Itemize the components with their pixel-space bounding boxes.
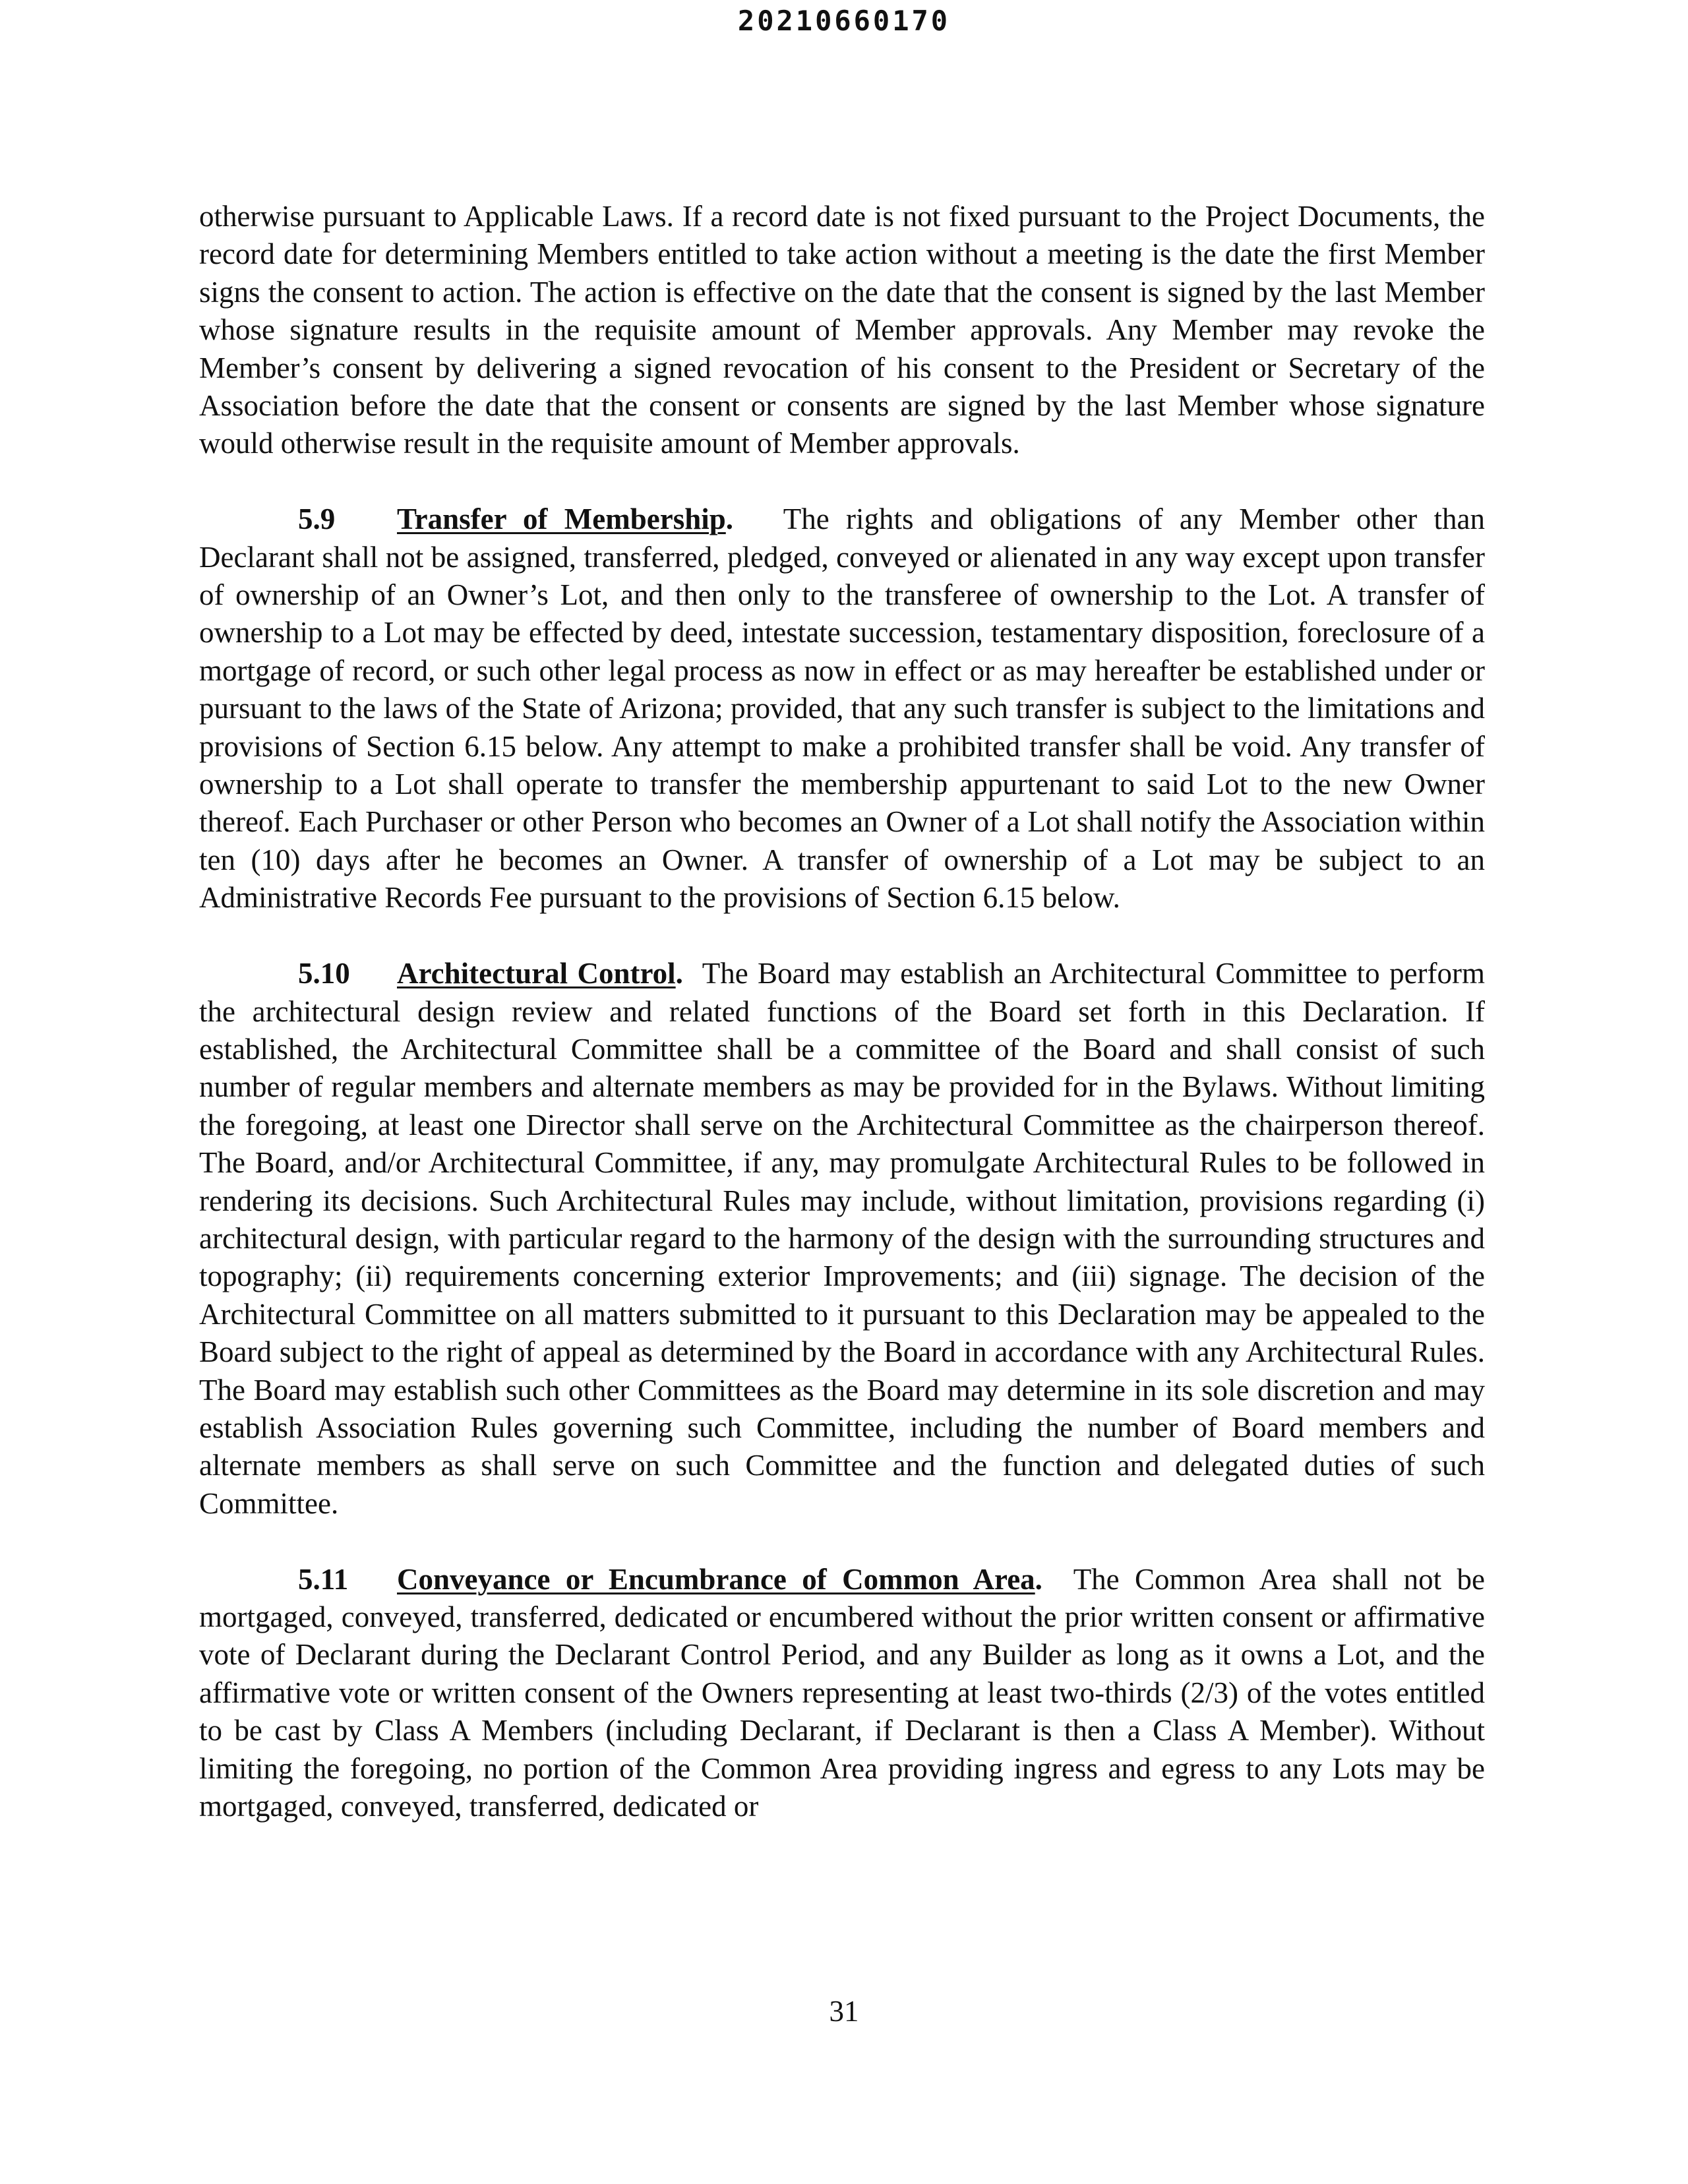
document-body bbox=[199, 198, 1485, 1825]
section-number: 5.11 bbox=[298, 1562, 349, 1596]
section-title-period: . bbox=[725, 502, 734, 536]
section-title: Transfer of Membership bbox=[397, 502, 726, 536]
section-5-9 bbox=[199, 501, 1485, 917]
section-title-period: . bbox=[1035, 1562, 1042, 1596]
section-text: The rights and obligations of any Member other than Declarant shall not be assigned, transferred, pledged, conveyed or alienated in any way except upon transfer of ownership of an Owner’s Lot, and then only to the transferee of ownership to the Lot. A transfer of ownership to a Lot may be effected by deed, intestate succession, testamentary disposition, foreclosure of a mortgage of record, or such other legal process as now in effect or as may hereafter be established under or pursuant to the laws of the State of Arizona; provided, that any such transfer is subject to the limitations and provisions of Section 6.15 below. Any attempt to make a prohibited transfer shall be void. Any transfer of ownership to a Lot shall operate to transfer the membership appurtenant to said Lot to the new Owner thereof. Each Purchaser or other Person who becomes an Owner of a Lot shall notify the Association within ten (10) days after he becomes an Owner. A transfer of ownership of a Lot may be subject to an Administrative Records Fee pursuant to the provisions of Section 6.15 below. bbox=[199, 502, 1486, 915]
section-5-11 bbox=[199, 1561, 1485, 1826]
section-title: Architectural Control bbox=[397, 957, 676, 990]
section-text: The Board may establish an Architectural Committee to perform the architectural design review and related functions of the Board set forth in this Declaration. If established, the Architectural Committee shall be a committee of the Board and shall consist of such number of regular members and alternate members as may be provided for in the Bylaws. Without limiting the foregoing, at least one Director shall serve on the Architectural Committee as the chairperson thereof. The Board, and/or Architectural Committee, if any, may promulgate Architectural Rules to be followed in rendering its decisions. Such Architectural Rules may include, without limitation, provisions regarding (i) architectural design, with particular regard to the harmony of the design with the surrounding structures and topography; (ii) requirements concerning exterior Improvements; and (iii) signage. The decision of the Architectural Committee on all matters submitted to it pursuant to this Declaration may be appealed to the Board subject to the right of appeal as determined by the Board in accordance with any Architectural Rules. The Board may establish such other Committees as the Board may determine in its sole discretion and may establish Association Rules governing such Committee, including the number of Board members and alternate members as shall serve on such Committee and the function and delegated duties of such Committee. bbox=[199, 957, 1486, 1520]
section-number: 5.10 bbox=[298, 957, 350, 990]
section-5-10 bbox=[199, 955, 1485, 1523]
section-number: 5.9 bbox=[298, 502, 336, 536]
section-title-period: . bbox=[675, 957, 683, 990]
paragraph-text: otherwise pursuant to Applicable Laws. If a record date is not fixed pursuant to the Project Documents, the record date for determining Members entitled to take action without a meeting is the date the first Member signs the consent to action. The action is effective on the date that the consent is signed by the last Member whose signature results in the requisite amount of Member approvals. Any Member may revoke the Member’s consent by delivering a signed revocation of his consent to the President or Secretary of the Association before the date that the consent or consents are signed by the last Member whose signature would otherwise result in the requisite amount of Member approvals. bbox=[199, 200, 1485, 460]
continued-paragraph bbox=[199, 198, 1485, 463]
section-text: The Common Area shall not be mortgaged, conveyed, transferred, dedicated or encumbered without the prior written consent or affirmative vote of Declarant during the Declarant Control Period, and any Builder as long as it owns a Lot, and the affirmative vote or written consent of the Owners representing at least two-thirds (2/3) of the votes entitled to be cast by Class A Members (including Declarant, if Declarant is then a Class A Member). Without limiting the foregoing, no portion of the Common Area providing ingress and egress to any Lots may be mortgaged, conveyed, transferred, dedicated or bbox=[199, 1562, 1485, 1823]
page-number: 31 bbox=[829, 1995, 859, 2028]
recording-number: 20210660170 bbox=[737, 5, 951, 37]
section-title: Conveyance or Encumbrance of Common Area bbox=[397, 1562, 1035, 1596]
